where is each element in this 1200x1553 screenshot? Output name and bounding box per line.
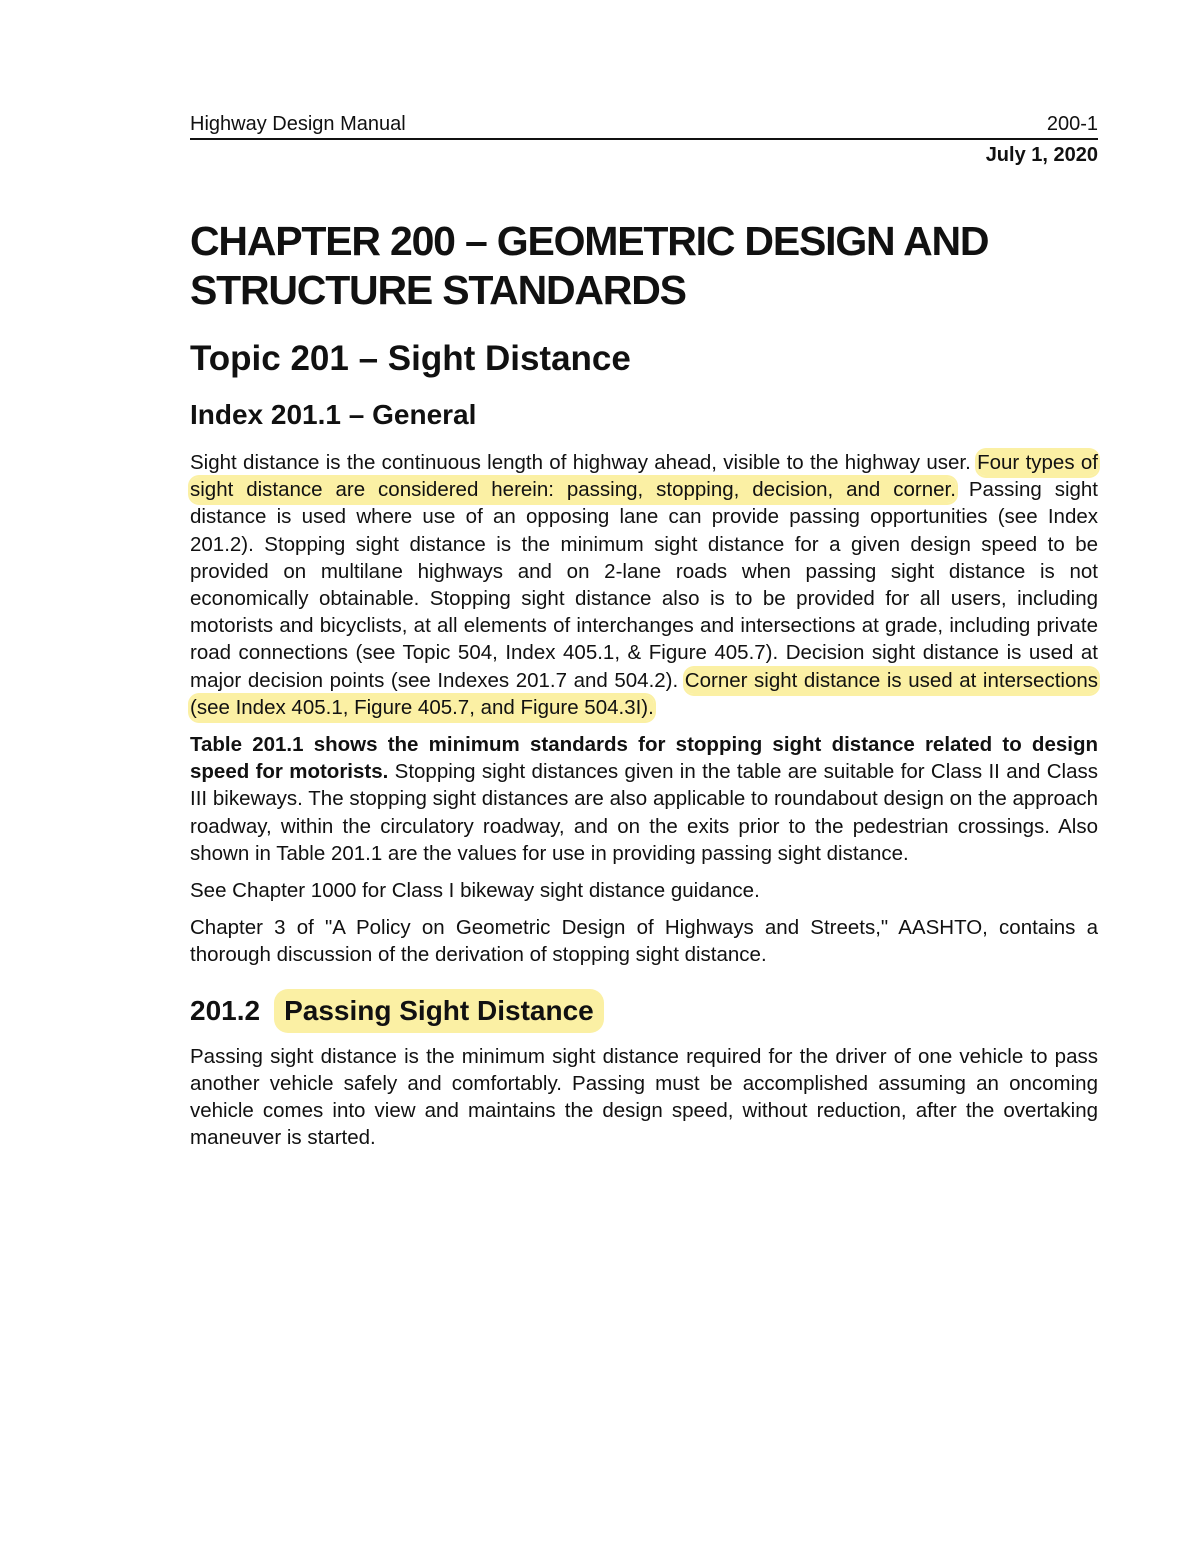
document-page	[190, 108, 1098, 1151]
paragraph-text: Sight distance is the continuous length of highway ahead, visible to the highway user.	[190, 451, 971, 474]
revision-date: July 1, 2020	[985, 144, 1098, 166]
running-header	[190, 108, 1098, 140]
paragraph-text: Passing sight distance is used where use of an opposing lane can provide passing opportunities (see Index 201.2). Stopping sight distance is the minimum sight distance for a given design speed to be provided on multilane highways and on 2-lane roads when passing sight distance is not economically obtainable. Stopping sight distance also is to be provided for all users, including motorists and bicyclists, at all elements of interchanges and intersections at grade, including private road connections (see Topic 504, Index 405.1, & Figure 405.7). Decision sight distance is used at major decision points (see Indexes 201.7 and 504.2).	[190, 478, 1099, 692]
chapter-title: CHAPTER 200 – GEOMETRIC DESIGN AND STRUCTURE STANDARDS	[190, 218, 989, 313]
topic-title: Topic 201 – Sight Distance	[190, 339, 631, 378]
passing-sight-paragraph: Passing sight distance is the minimum sight distance required for the driver of one vehicle to pass another vehicle safely and comfortably. Passing must be accomplished assuming an oncoming vehicle comes into view and maintains the design speed, without reduction, after the overtaking maneuver is started.	[190, 1044, 1098, 1150]
section-number: 201.2	[190, 994, 261, 1026]
general-paragraph	[190, 449, 1098, 721]
highlighted-text: Corner sight distance is used at intersections (see Index 405.1, Figure 405.7, and Figure 504.3I).	[190, 668, 1099, 719]
section-heading	[190, 989, 1098, 1033]
bold-lead-text: Table 201.1 shows the minimum standards for stopping sight distance related to design speed for motorists.	[190, 733, 1098, 784]
bikeway-paragraph: See Chapter 1000 for Class I bikeway sight distance guidance.	[190, 879, 760, 903]
section-title: Passing Sight Distance	[274, 989, 604, 1033]
highlighted-text: Four types of sight distance are considered herein: passing, stopping, decision, and corner.	[190, 451, 1098, 502]
manual-title: Highway Design Manual	[190, 113, 406, 135]
table-reference-paragraph	[190, 731, 1098, 867]
paragraph-text: Stopping sight distances given in the table are suitable for Class II and Class III bikeways. The stopping sight distances are also applicable to roundabout design on the approach roadway, within the circulatory roadway, and on the exits prior to the pedestrian crossings. Also shown in Table 201.1 are the values for use in providing passing sight distance.	[190, 760, 1098, 865]
aashto-paragraph: Chapter 3 of "A Policy on Geometric Design of Highways and Streets," AASHTO, contains a thorough discussion of the derivation of stopping sight distance.	[190, 916, 1098, 967]
page-number: 200-1	[1046, 113, 1098, 135]
index-title: Index 201.1 – General	[190, 399, 477, 430]
